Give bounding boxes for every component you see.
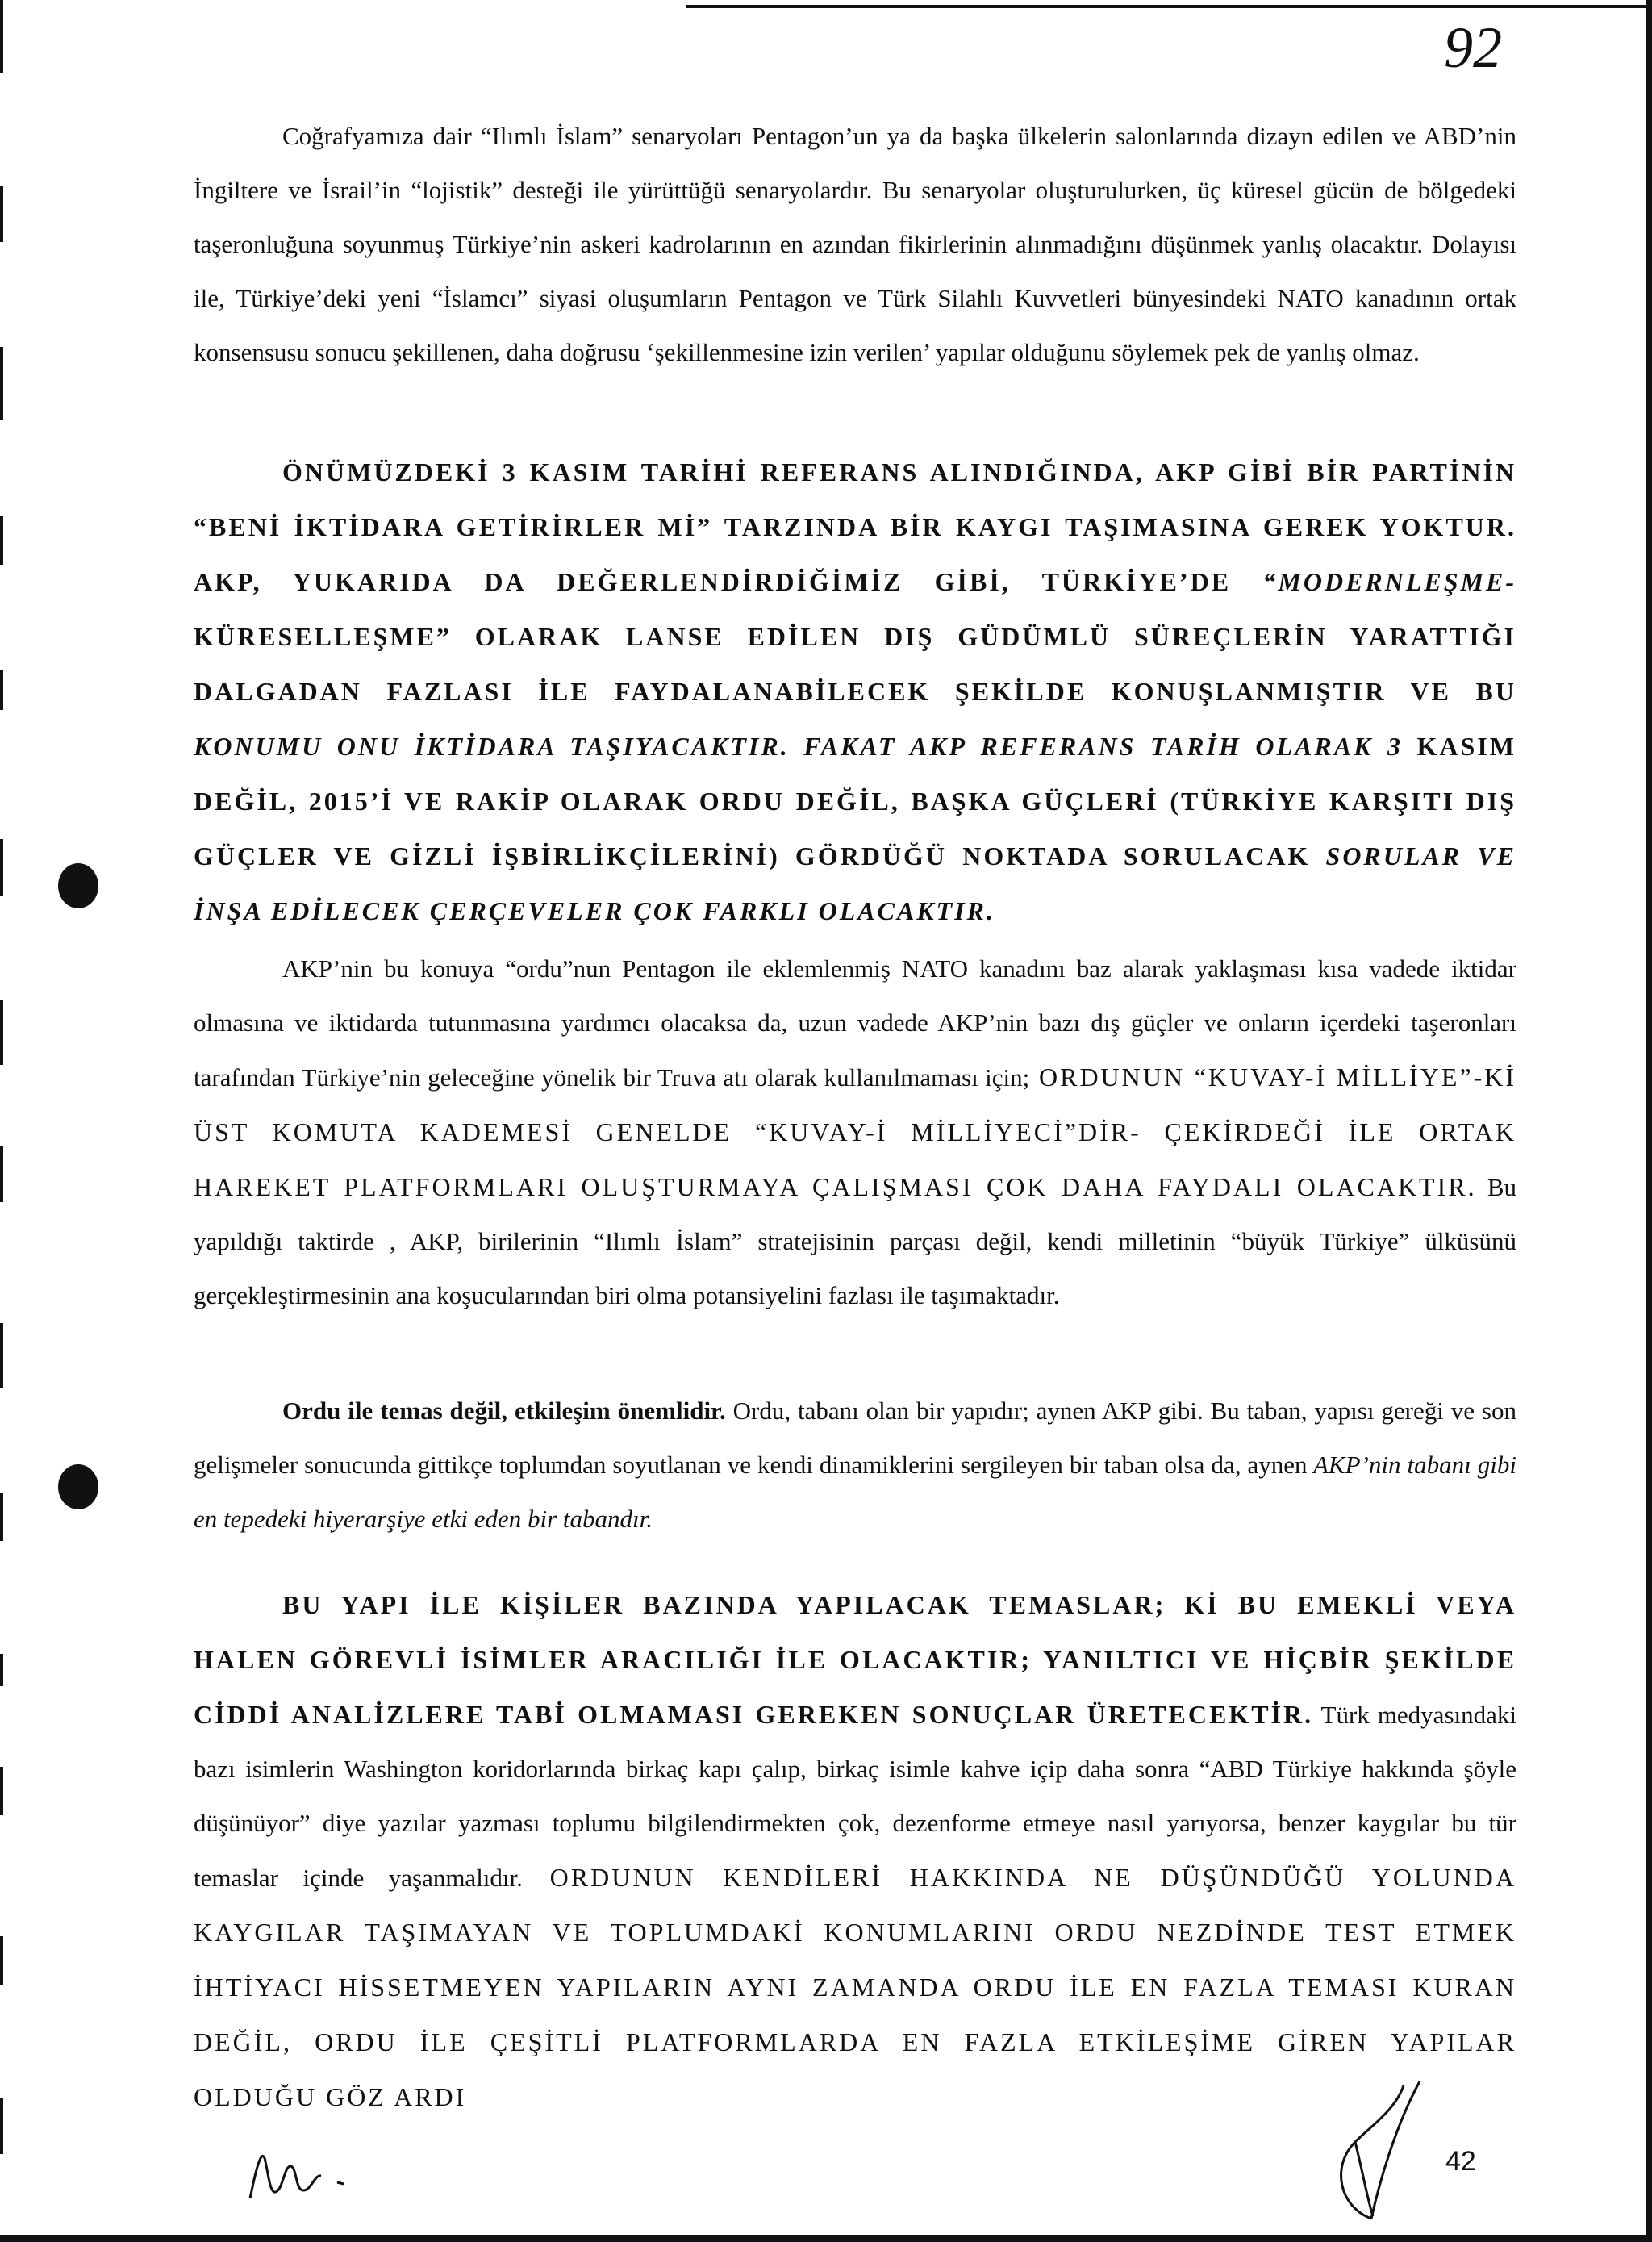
paragraph-2-italic: “MODERNLEŞME- xyxy=(1231,567,1517,596)
paragraph-5 xyxy=(194,1577,1516,2124)
paragraph-4-bold-lead: Ordu ile temas değil, etkileşim önemlidir. xyxy=(282,1397,726,1425)
paragraph-2-text: KASIM DEĞİL, 2015’İ VE RAKİP OLARAK ORDU DEĞİL, BAŞKA GÜÇLERİ (TÜRKİYE KARŞITI DIŞ GÜÇLER VE GİZLİ İŞBİRLİKÇİLERİNİ) GÖRDÜĞÜ NOKTADA SORULACAK xyxy=(194,732,1517,870)
scan-edge-left xyxy=(0,347,3,420)
handwritten-initial-left xyxy=(242,2134,379,2215)
scan-edge-left xyxy=(0,186,3,242)
scan-edge-left xyxy=(0,1146,3,1202)
paragraph-3-caps: ORDUNUN “KUVAY-İ MİLLİYE”-Kİ ÜST KOMUTA KADEMESİ GENELDE “KUVAY-İ MİLLİYECİ”DİR- ÇEKİRDEĞİ İLE ORTAK HAREKET PLATFORMLARI OLUŞTURMAYA ÇALIŞMASI ÇOK DAHA FAYDALI OLACAKTIR. xyxy=(194,1063,1517,1201)
punch-hole xyxy=(58,863,98,908)
scan-edge-top xyxy=(686,5,1652,8)
scan-edge-left xyxy=(0,839,3,896)
scan-edge-bottom xyxy=(0,2235,1652,2242)
scan-edge-left xyxy=(0,1000,3,1065)
paragraph-3-text: Bu yapıldığı taktirde , AKP, birilerinin “Ilımlı İslam” stratejisinin parçası değil, kendi milletinin “büyük Türkiye” ülküsünü gerçekleştirmesinin ana koşucularından biri olma potansiyelini fazlası ile taşımaktadır. xyxy=(194,1173,1517,1309)
scan-edge-left xyxy=(0,0,3,73)
paragraph-3-text: AKP’nin bu konuya “ordu”nun Pentagon ile eklemlenmiş NATO kanadını baz alarak yaklaşması kısa vadede iktidar olmasına ve iktidarda tutunmasına yardımcı olacaksa da, uzun vadede AKP’nin bazı dış güçler ve onların içerdeki taşeronları tarafından Türkiye’nin geleceğine yönelik bir Truva atı olarak kullanılmaması için; xyxy=(194,954,1516,1092)
paragraph-2-italic: SORULAR VE İNŞA EDİLECEK ÇERÇEVELER ÇOK FARKLI OLACAKTIR. xyxy=(194,841,1517,925)
punch-hole xyxy=(58,1464,98,1509)
scan-edge-left xyxy=(0,1936,3,1985)
handwritten-page-number: 92 xyxy=(1444,15,1502,80)
scan-edge-left xyxy=(0,516,3,565)
paragraph-2 xyxy=(194,445,1516,938)
paragraph-5-caps: ORDUNUN KENDİLERİ HAKKINDA NE DÜŞÜNDÜĞÜ YOLUNDA KAYGILAR TAŞIMAYAN VE TOPLUMDAKİ KONUMLARINI ORDU NEZDİNDE TEST ETMEK İHTİYACI HİSSETMEYEN YAPILARIN AYNI ZAMANDA ORDU İLE EN FAZLA TEMASI KURAN DEĞİL, ORDU İLE ÇEŞİTLİ PLATFORMLARDA EN FAZLA ETKİLEŞİME GİREN YAPILAR OLDUĞU GÖZ ARDI xyxy=(194,1863,1517,2111)
scan-edge-right xyxy=(1646,0,1652,2242)
paragraph-4-text: Ordu, tabanı olan bir yapıdır; aynen AKP gibi. Bu taban, yapısı gereği ve son gelişmeler sonucunda gittikçe toplumdan soyutlanan ve kendi dinamiklerini sergileyen bir taban olsa da, aynen xyxy=(194,1397,1516,1479)
paragraph-2-italic: KONUMU ONU İKTİDARA TAŞIYACAKTIR. FAKAT AKP REFERANS TARİH OLARAK 3 xyxy=(194,732,1403,761)
page-number: 42 xyxy=(1446,2146,1476,2177)
scan-edge-left xyxy=(0,2098,3,2154)
paragraph-5-bold-caps: BU YAPI İLE KİŞİLER BAZINDA YAPILACAK TEMASLAR; Kİ BU EMEKLİ VEYA HALEN GÖREVLİ İSİMLER ARACILIĞI İLE OLACAKTIR; YANILTICI VE HİÇBİR ŞEKİLDE CİDDİ ANALİZLERE TABİ OLMAMASI GEREKEN SONUÇLAR ÜRETECEKTİR. xyxy=(194,1590,1516,1729)
scan-edge-left xyxy=(0,1654,3,1686)
handwritten-initial-right xyxy=(1323,2077,1436,2223)
scan-edge-left xyxy=(0,1493,3,1541)
scan-edge-left xyxy=(0,1323,3,1388)
scan-edge-left xyxy=(0,1767,3,1815)
scan-edge-left xyxy=(0,670,3,710)
paragraph-2-text: ÖNÜMÜZDEKİ 3 KASIM TARİHİ REFERANS ALINDIĞINDA, AKP GİBİ BİR PARTİNİN “BENİ İKTİDARA GETİRİRLER Mİ” TARZINDA BİR KAYGI TAŞIMASINA GEREK YOKTUR. AKP, YUKARIDA DA DEĞERLENDİRDİĞİMİZ GİBİ, TÜRKİYE’DE xyxy=(194,457,1516,596)
paragraph-5-text: Türk medyasındaki bazı isimlerin Washington koridorlarında birkaç kapı çalıp, birkaç isimle kahve içip daha sonra “ABD Türkiye hakkında şöyle düşünüyor” diye yazılar yazması toplumu bilgilendirmekten çok, dezenforme etmeye nasıl yarıyorsa, benzer kaygılar bu tür temaslar içinde yaşanmalıdır. xyxy=(194,1701,1516,1892)
paragraph-2-text: KÜRESELLEŞME” OLARAK LANSE EDİLEN DIŞ GÜDÜMLÜ SÜREÇLERİN YARATTIĞI DALGADAN FAZLASI İLE FAYDALANABİLECEK ŞEKİLDE KONUŞLANMIŞTIR VE BU xyxy=(194,622,1516,706)
paragraph-1 xyxy=(194,109,1516,379)
paragraph-1-text: Coğrafyamıza dair “Ilımlı İslam” senaryoları Pentagon’un ya da başka ülkelerin salonlarında dizayn edilen ve ABD’nin İngiltere ve İsrail’in “lojistik” desteği ile yürüttüğü senaryolardır. Bu senaryolar oluşturulurken, üç küresel gücün de bölgedeki taşeronluğuna soyunmuş Türkiye’nin askeri kadrolarının en azından fikirlerinin alınmadığını düşünmek yanlış olacaktır. Dolayısı ile, Türkiye’deki yeni “İslamcı” siyasi oluşumların Pentagon ve Türk Silahlı Kuvvetleri bünyesindeki NATO kanadının ortak konsensusu sonucu şekillenen, daha doğrusu ‘şekillenmesine izin verilen’ yapılar olduğunu söylemek pek de yanlış olmaz. xyxy=(194,122,1516,366)
paragraph-4-italic: AKP’nin tabanı gibi en tepedeki hiyerarşiye etki eden bir tabandır. xyxy=(194,1451,1516,1533)
paragraph-3 xyxy=(194,941,1516,1322)
paragraph-4 xyxy=(194,1384,1516,1546)
